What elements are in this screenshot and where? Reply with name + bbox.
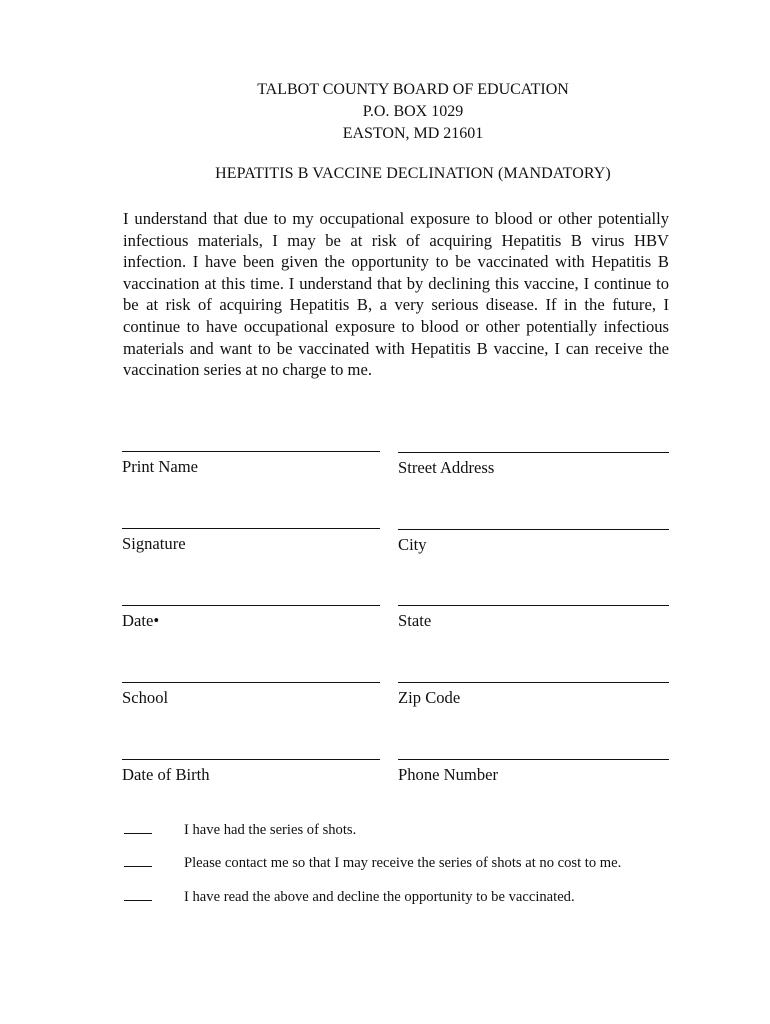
- print-name-line: [122, 451, 380, 452]
- signature-line: [122, 528, 380, 529]
- phone-number-label: Phone Number: [398, 765, 499, 784]
- option-contact-me[interactable]: [124, 855, 684, 872]
- street-address-field[interactable]: [398, 452, 669, 478]
- school-field[interactable]: [122, 682, 380, 708]
- option-contact-me-text: Please contact me so that I may receive the series of shots at no cost to me.: [184, 855, 622, 871]
- signature-label: Signature: [122, 534, 186, 553]
- city-field[interactable]: [398, 529, 669, 555]
- date-line: [122, 605, 380, 606]
- option-had-series-text: I have had the series of shots.: [184, 822, 357, 838]
- state-line: [398, 605, 669, 606]
- print-name-field[interactable]: [122, 451, 380, 477]
- state-label: State: [398, 611, 432, 630]
- option-had-series[interactable]: [124, 822, 684, 839]
- city-label: City: [398, 535, 427, 554]
- phone-number-line: [398, 759, 669, 760]
- city-line: [398, 529, 669, 530]
- option-had-series-blank[interactable]: [124, 822, 152, 834]
- zip-code-field[interactable]: [398, 682, 669, 708]
- option-decline[interactable]: [124, 889, 684, 906]
- school-label: School: [122, 688, 169, 707]
- option-decline-text: I have read the above and decline the opportunity to be vaccinated.: [184, 889, 575, 905]
- header-address-line-2: EASTON, MD 21601: [342, 125, 484, 142]
- date-of-birth-label: Date of Birth: [122, 765, 210, 784]
- declination-statement: I understand that due to my occupational exposure to blood or other potentially infectious materials, I may be at risk of acquiring Hepatitis B virus HBV infection. I have been given the opportunity to be vaccinated with Hepatitis B vaccination at this time. I understand that by declining this vaccine, I continue to be at risk of acquiring Hepatitis B, a very serious disease. If in the future, I continue to have occupational exposure to blood or other potentially infectious materials and want to be vaccinated with Hepatitis B vaccine, I can receive the vaccination series at no charge to me.: [123, 209, 669, 380]
- print-name-label: Print Name: [122, 457, 199, 476]
- date-field[interactable]: [122, 605, 380, 631]
- date-of-birth-line: [122, 759, 380, 760]
- document-title: HEPATITIS B VACCINE DECLINATION (MANDATORY): [215, 165, 611, 182]
- street-address-label: Street Address: [398, 458, 495, 477]
- date-of-birth-field[interactable]: [122, 759, 380, 785]
- option-decline-blank[interactable]: [124, 889, 152, 901]
- phone-number-field[interactable]: [398, 759, 669, 785]
- signature-field[interactable]: [122, 528, 380, 554]
- school-line: [122, 682, 380, 683]
- header-address-line-1: P.O. BOX 1029: [362, 103, 464, 120]
- zip-code-line: [398, 682, 669, 683]
- state-field[interactable]: [398, 605, 669, 631]
- street-address-line: [398, 452, 669, 453]
- header-org: TALBOT COUNTY BOARD OF EDUCATION: [257, 81, 569, 98]
- zip-code-label: Zip Code: [398, 688, 461, 707]
- option-contact-me-blank[interactable]: [124, 855, 152, 867]
- date-label: Date•: [122, 611, 160, 630]
